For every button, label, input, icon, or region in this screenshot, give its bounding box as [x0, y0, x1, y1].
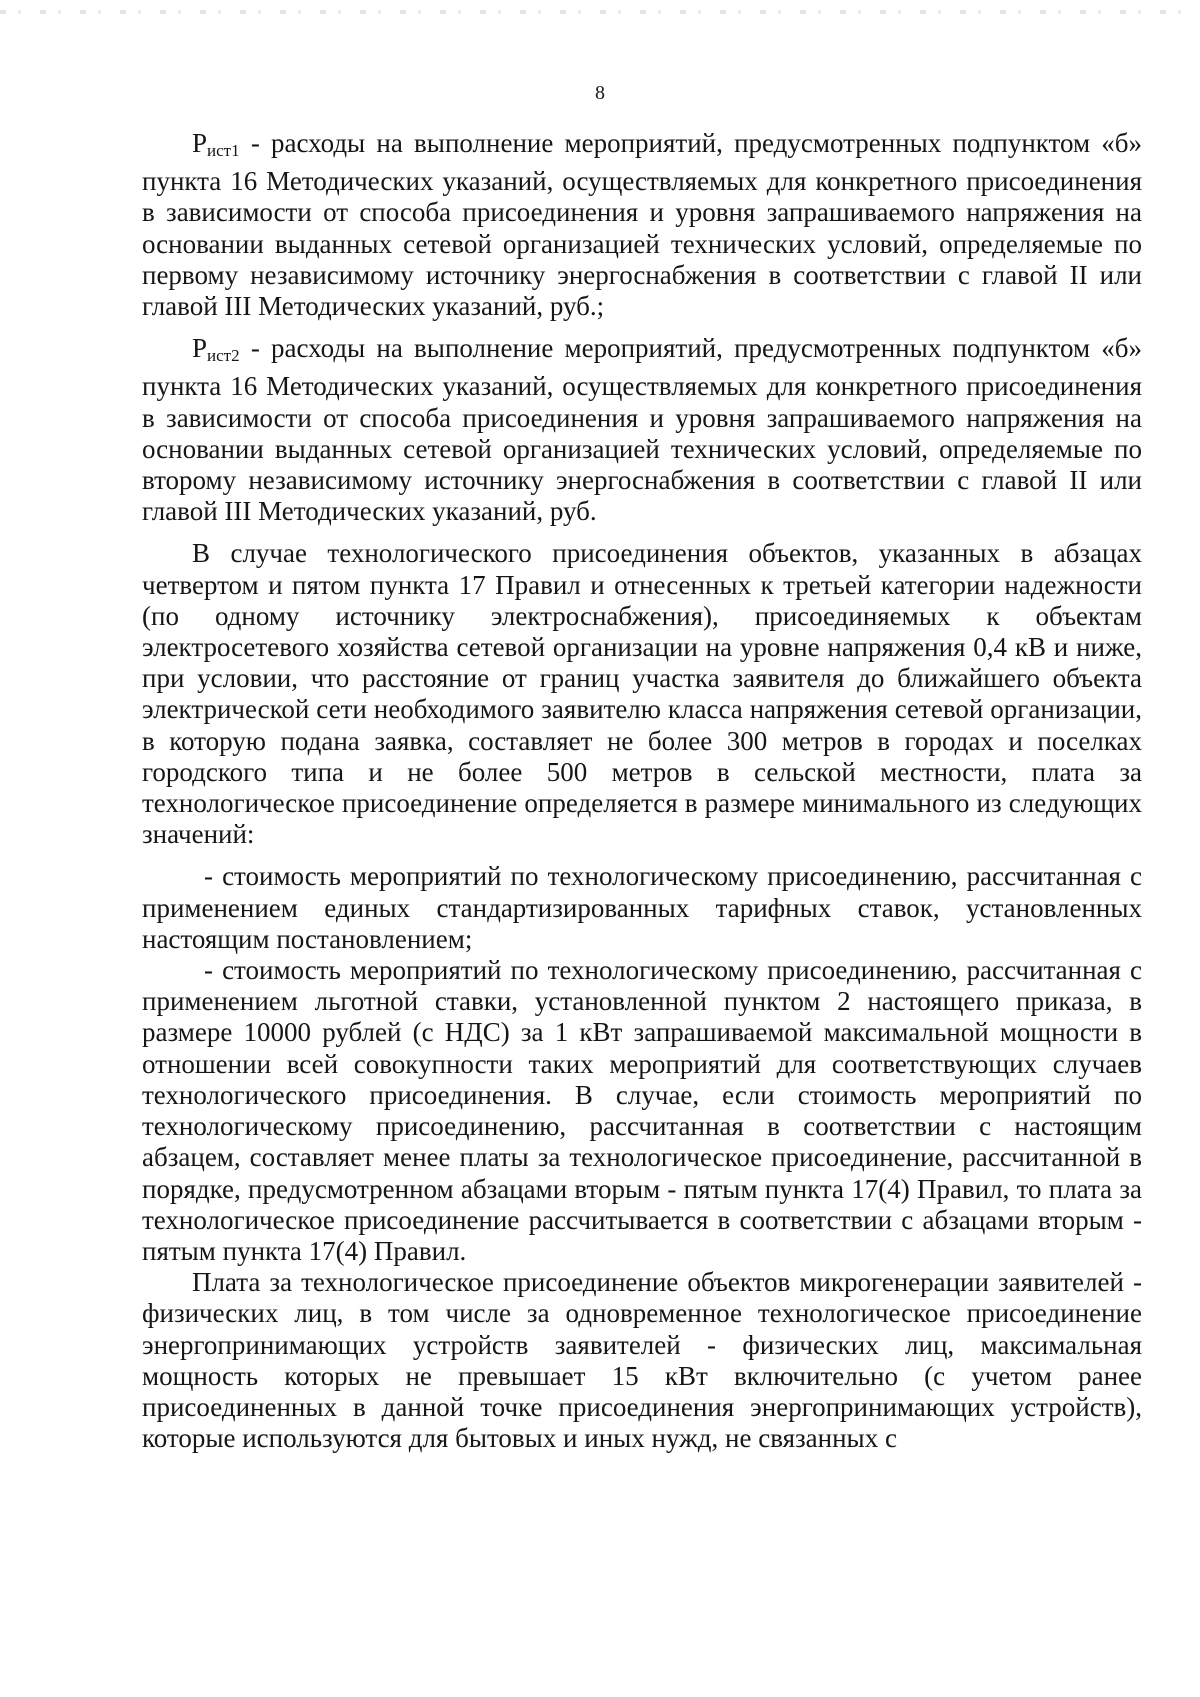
symbol-subscript: ист1 — [207, 141, 240, 160]
paragraph-microgeneration-fee: Плата за технологическое присоединение объектов микрогенерации заявителей - физических лиц, в том числе за одновременное технологическое присоединение энергопринимающих устройств заявителей - физических лиц, максимальная мощность которых не превышает 15 кВт включительно (с учетом ранее присоединенных в данной точке присоединения энергопринимающих устройств), которые используются для бытовых и иных нужд, не связанных с — [142, 1267, 1142, 1454]
list-item-preferential-rate: - стоимость мероприятий по технологическому присоединению, рассчитанная с применением льготной ставки, установленной пунктом 2 настоящего приказа, в размере 10000 рублей (с НДС) за 1 кВт запрашиваемой максимальной мощности в отношении всей совокупности таких мероприятий для соответствующих случаев технологического присоединения. В случае, если стоимость мероприятий по технологическому присоединению, рассчитанная в соответствии с настоящим абзацем, составляет менее платы за технологическое присоединение, рассчитанной в порядке, предусмотренном абзацами вторым - пятым пункта 17(4) Правил, то плата за технологическое присоединение рассчитывается в соответствии с абзацами вторым - пятым пункта 17(4) Правил. — [142, 955, 1142, 1266]
definition-text: - расходы на выполнение мероприятий, предусмотренных подпунктом «б» пункта 16 Методических указаний, осуществляемых для конкретного присоединения в зависимости от способа присоединения и уровня запрашиваемого напряжения на основании выданных сетевой организацией технических условий, определяемые по второму независимому источнику энергоснабжения в соответствии с главой II или главой III Методических указаний, руб. — [142, 333, 1142, 527]
definition-p-ist1 — [142, 128, 1142, 322]
symbol-p: P — [192, 128, 208, 158]
scan-edge-artifact — [0, 10, 1200, 14]
symbol-subscript: ист2 — [207, 346, 240, 366]
paragraph-third-category-connection: В случае технологического присоединения объектов, указанных в абзацах четвертом и пятом пункта 17 Правил и отнесенных к третьей категории надежности (по одному источнику электроснабжения), присоединяемых к объектам электросетевого хозяйства сетевой организации на уровне напряжения 0,4 кВ и ниже, при условии, что расстояние от границ участка заявителя до ближайшего объекта электрической сети необходимого заявителю класса напряжения сетевой организации, в которую подана заявка, составляет не более 300 метров в городах и поселках городского типа и не более 500 метров в сельской местности, плата за технологическое присоединение определяется в размере минимального из следующих значений: — [142, 538, 1142, 850]
list-item-standard-rates: - стоимость мероприятий по технологическому присоединению, рассчитанная с применением единых стандартизированных тарифных ставок, установленных настоящим постановлением; — [142, 861, 1142, 954]
symbol-p: P — [192, 333, 208, 364]
definition-text: - расходы на выполнение мероприятий, предусмотренных подпунктом «б» пункта 16 Методических указаний, осуществляемых для конкретного присоединения в зависимости от способа присоединения и уровня запрашиваемого напряжения на основании выданных сетевой организацией технических условий, определяемые по первому независимому источнику энергоснабжения в соответствии с главой II или главой III Методических указаний, руб.; — [142, 128, 1142, 322]
page-number: 8 — [595, 82, 605, 104]
document-body — [142, 128, 1142, 1454]
definition-p-ist2 — [142, 333, 1142, 527]
